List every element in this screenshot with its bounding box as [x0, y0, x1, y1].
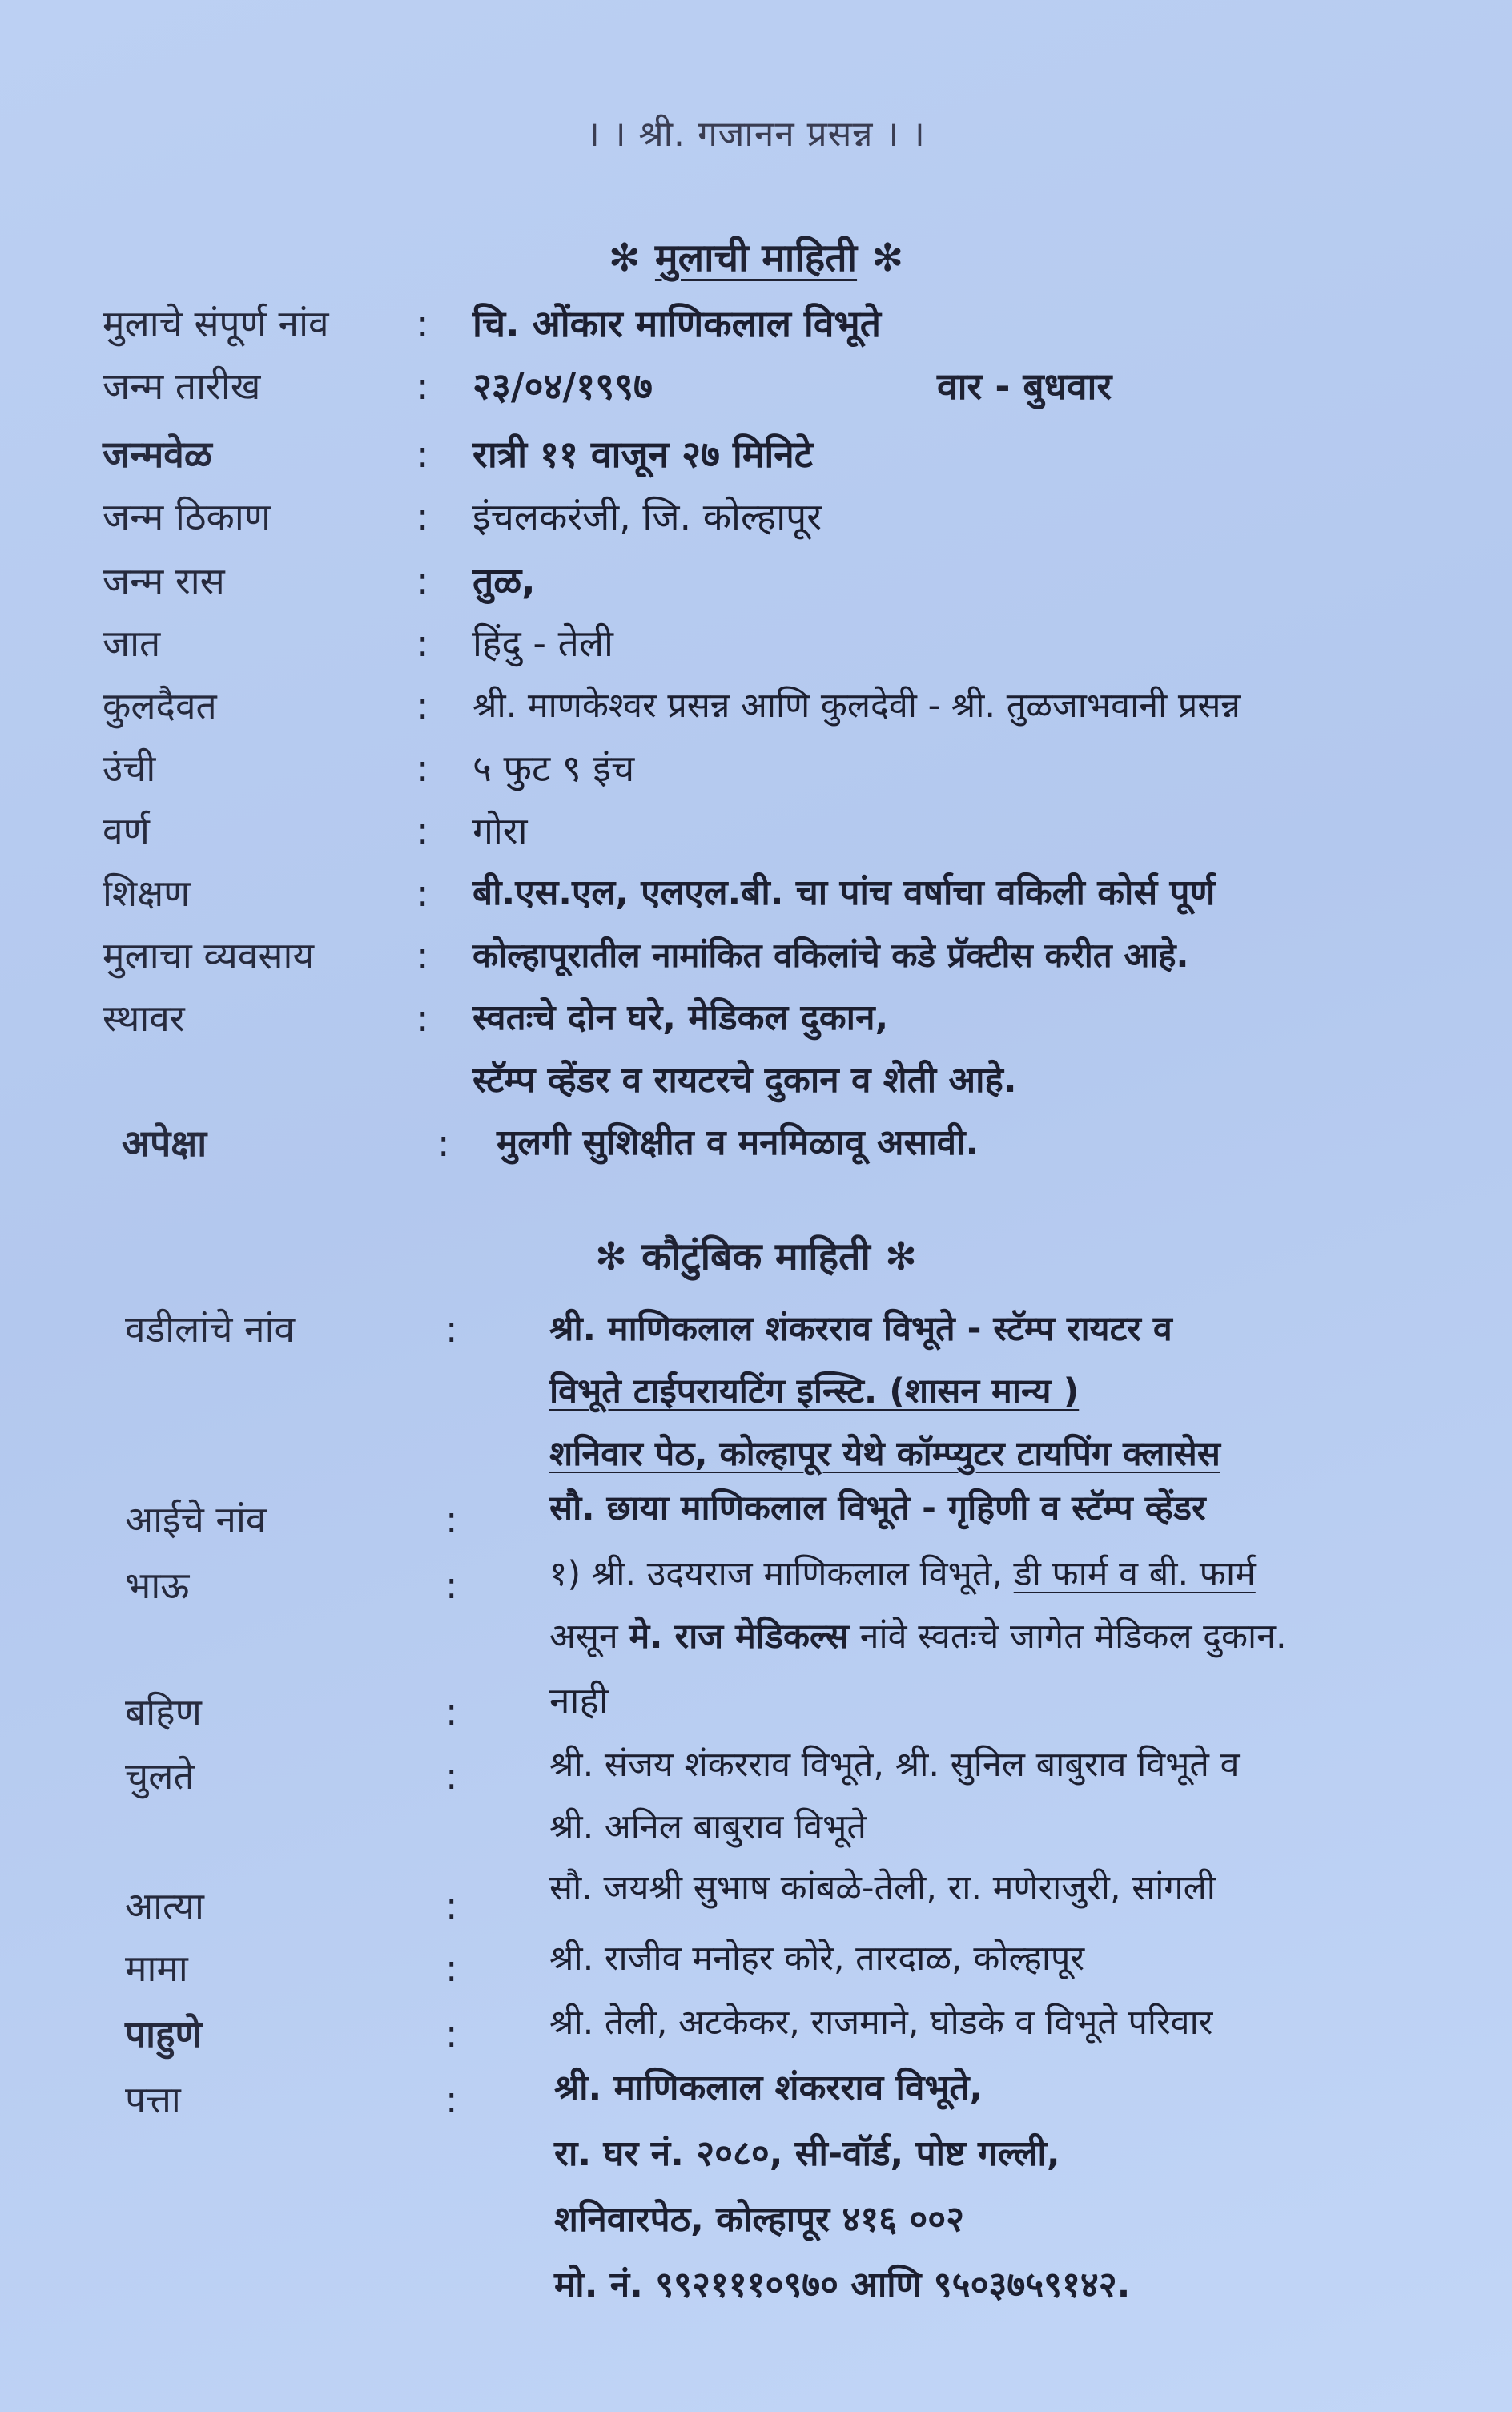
label-birth-time: जन्मवेळ — [103, 433, 212, 476]
value-address-line-2: रा. घर नं. २०८०, सी-वॉर्ड, पोष्ट गल्ली, — [554, 2133, 1060, 2174]
brother-text-c: नांवे स्वतःचे जागेत मेडिकल दुकान. — [848, 1617, 1287, 1657]
colon: : — [445, 1947, 458, 1990]
label-height: उंची — [103, 747, 156, 790]
colon: : — [416, 747, 429, 790]
value-property-line-2: स्टॅम्प व्हेंडर व रायटरचे दुकान व शेती आहे. — [472, 1060, 1017, 1101]
brother-text-a: असून — [549, 1617, 629, 1657]
value-weekday: वार - बुधवार — [937, 364, 1112, 408]
label-brother: भाऊ — [125, 1564, 190, 1607]
label-family-deity: कुलदैवत — [103, 684, 217, 727]
colon: : — [416, 622, 429, 665]
colon: : — [416, 809, 429, 852]
family-section-title-text: कौटुंबिक माहिती — [641, 1234, 871, 1279]
label-sister: बहिण — [125, 1690, 202, 1733]
label-uncles: चुलते — [125, 1754, 195, 1798]
colon: : — [445, 1690, 458, 1733]
brother-degree: डी फार्म व बी. फार्म — [1013, 1554, 1256, 1594]
colon: : — [416, 302, 429, 345]
colon: : — [416, 684, 429, 727]
value-full-name: चि. ओंकार माणिकलाल विभूते — [472, 302, 881, 345]
colon: : — [416, 872, 429, 915]
star-icon: ✻ — [884, 1234, 918, 1279]
star-icon: ✻ — [608, 236, 641, 280]
label-maternal-uncle: मामा — [125, 1947, 188, 1990]
label-complexion: वर्ण — [103, 809, 150, 852]
value-expectation: मुलगी सुशिक्षीत व मनमिळावू असावी. — [497, 1122, 979, 1163]
label-occupation: मुलाचा व्यवसाय — [103, 934, 315, 977]
value-maternal-uncle: श्री. राजीव मनोहर कोरे, तारदाळ, कोल्हापूर — [549, 1939, 1085, 1979]
label-mother: आईचे नांव — [125, 1498, 267, 1541]
value-birth-date: २३/०४/१९९७ — [472, 364, 653, 408]
value-uncles-line-1: श्री. संजय शंकरराव विभूते, श्री. सुनिल बाबुराव विभूते व — [549, 1745, 1240, 1785]
value-property — [472, 987, 1017, 1112]
star-icon: ✻ — [594, 1234, 628, 1279]
label-education: शिक्षण — [103, 872, 191, 915]
brother-shop-name: मे. राज मेडिकल्स — [629, 1617, 849, 1657]
colon: : — [416, 997, 429, 1040]
value-address-phone: मो. नं. ९९२१११०९७० आणि ९५०३७५९१४२. — [554, 2265, 1131, 2305]
value-aunt: सौ. जयश्री सुभाष कांबळे-तेली, रा. मणेराजुरी, सांगली — [549, 1868, 1216, 1908]
colon: : — [445, 1564, 458, 1607]
value-family-deity: श्री. माणकेश्वर प्रसन्न आणि कुलदेवी - श्री. तुळजाभवानी प्रसन्न — [472, 686, 1241, 726]
value-address-line-3: शनिवारपेठ, कोल्हापूर ४१६ ००२ — [554, 2199, 964, 2240]
value-address — [554, 2056, 1130, 2318]
colon: : — [416, 495, 429, 538]
value-occupation: कोल्हापूरातील नामांकित वकिलांचे कडे प्रॅक्टीस करीत आहे. — [472, 936, 1189, 975]
label-full-name: मुलाचे संपूर्ण नांव — [103, 302, 329, 345]
colon: : — [445, 1754, 458, 1798]
colon: : — [437, 1121, 450, 1165]
boy-section-title — [0, 231, 1512, 283]
value-caste: हिंदु - तेली — [472, 622, 613, 665]
boy-section-title-text: मुलाची माहिती — [654, 236, 858, 280]
value-father-line-1: श्री. माणिकलाल शंकरराव विभूते - स्टॅम्प रायटर व — [549, 1309, 1172, 1349]
colon: : — [416, 559, 429, 602]
label-birth-place: जन्म ठिकाण — [103, 495, 271, 538]
brother-name: १) श्री. उदयराज माणिकलाल विभूते, — [549, 1554, 1014, 1594]
value-uncles — [549, 1733, 1240, 1858]
value-height: ५ फुट ९ इंच — [472, 747, 635, 790]
label-birth-date: जन्म तारीख — [103, 364, 261, 408]
value-father-line-2: विभूते टाईपरायटिंग इन्स्टि. (शासन मान्य ) — [549, 1371, 1080, 1411]
value-brother-line-1 — [549, 1543, 1287, 1605]
value-birth-time: रात्री ११ वाजून २७ मिनिटे — [472, 433, 813, 476]
value-brother — [549, 1543, 1287, 1668]
value-education: बी.एस.एल, एलएल.बी. चा पांच वर्षाचा वकिली कोर्स पूर्ण — [472, 872, 1216, 913]
label-father: वडीलांचे नांव — [125, 1307, 296, 1351]
label-aunt: आत्या — [125, 1884, 204, 1927]
colon: : — [445, 1498, 458, 1541]
value-address-line-1: श्री. माणिकलाल शंकरराव विभूते, — [554, 2068, 983, 2108]
label-address: पत्ता — [125, 2078, 181, 2121]
colon: : — [445, 2078, 458, 2121]
colon: : — [416, 433, 429, 476]
value-birth-place: इंचलकरंजी, जि. कोल्हापूर — [472, 495, 822, 538]
label-caste: जात — [103, 622, 161, 665]
value-complexion: गोरा — [472, 809, 528, 852]
value-zodiac: तुळ, — [472, 559, 536, 602]
family-section-title — [0, 1230, 1512, 1282]
colon: : — [416, 934, 429, 977]
label-expectation: अपेक्षा — [122, 1121, 207, 1165]
label-relatives: पाहुणे — [125, 2012, 202, 2056]
value-brother-line-2 — [549, 1605, 1287, 1668]
value-father — [549, 1298, 1220, 1485]
value-property-line-1: स्वतःचे दोन घरे, मेडिकल दुकान, — [472, 997, 889, 1038]
colon: : — [445, 1307, 458, 1351]
label-zodiac: जन्म रास — [103, 559, 225, 602]
colon: : — [416, 364, 429, 408]
colon: : — [445, 1884, 458, 1927]
value-sister: नाही — [549, 1679, 609, 1722]
star-icon: ✻ — [871, 236, 904, 280]
value-mother: सौ. छाया माणिकलाल विभूते - गृहिणी व स्टॅम्प व्हेंडर — [549, 1488, 1206, 1528]
value-father-line-3: शनिवार पेठ, कोल्हापूर येथे कॉम्प्युटर टायपिंग क्लासेस — [549, 1434, 1220, 1474]
value-relatives: श्री. तेली, अटकेकर, राजमाने, घोडके व विभूते परिवार — [549, 2003, 1213, 2043]
colon: : — [445, 2012, 458, 2056]
value-uncles-line-2: श्री. अनिल बाबुराव विभूते — [549, 1807, 867, 1847]
invocation-heading: । । श्री. गजानन प्रसन्न । । — [586, 114, 926, 155]
label-property: स्थावर — [103, 997, 185, 1040]
